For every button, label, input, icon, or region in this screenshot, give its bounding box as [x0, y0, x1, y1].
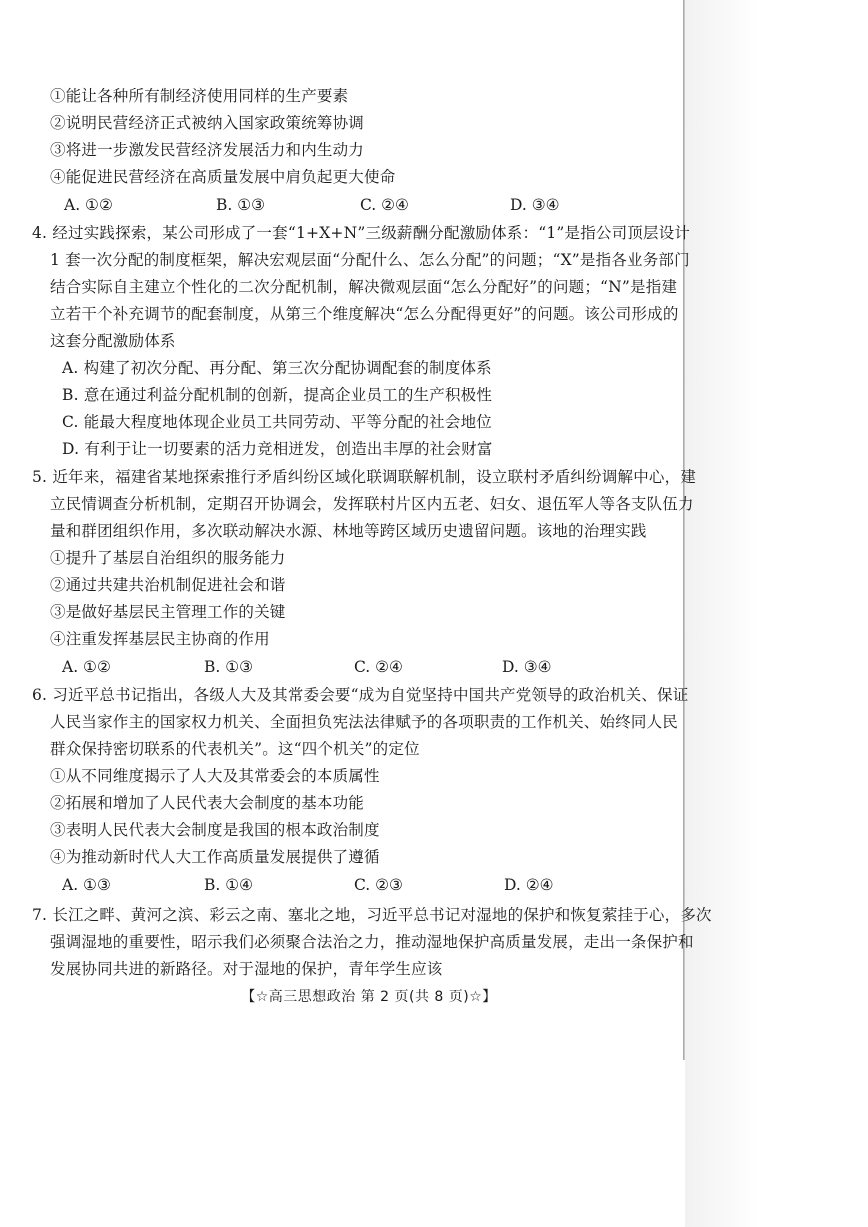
q6-option-3: ③表明人民代表大会制度是我国的根本政治制度	[50, 821, 380, 839]
q6-stem-line-1: 6. 习近平总书记指出，各级人大及其常委会要“成为自觉坚持中国共产党领导的政治机关、保证	[32, 686, 689, 704]
q3-option-3: ③将进一步激发民营经济发展活力和内生动力	[50, 141, 365, 159]
footer-text: 【☆高三思想政治 第 2 页(共 8 页)☆】	[241, 989, 497, 1005]
q4-option-c: C. 能最大程度地体现企业员工共同劳动、平等分配的社会地位	[62, 413, 492, 431]
q4-option-a: A. 构建了初次分配、再分配、第三次分配协调配套的制度体系	[62, 359, 492, 377]
q5-option-2: ②通过共建共治机制促进社会和谐	[50, 576, 286, 594]
q4-stem-line-5: 这套分配激励体系	[50, 332, 176, 350]
q7-stem-line-3: 发展协同共进的新路径。对于湿地的保护，青年学生应该	[50, 960, 443, 978]
q6-choice-d: D. ②④	[504, 876, 554, 894]
q5-choices	[62, 657, 622, 677]
page-footer	[0, 987, 868, 1007]
q6-choice-a: A. ①③	[62, 876, 111, 894]
q7-stem-line-2: 强调湿地的重要性，昭示我们必须聚合法治之力，推动湿地保护高质量发展，走出一条保护和	[50, 933, 694, 951]
q6-choices	[62, 875, 622, 895]
q3-choice-a: A. ①②	[64, 196, 113, 214]
q5-choice-c: C. ②④	[354, 658, 403, 676]
q6-choice-c: C. ②③	[354, 876, 403, 894]
q6-option-1: ①从不同维度揭示了人大及其常委会的本质属性	[50, 767, 380, 785]
q7-stem-line-1: 7. 长江之畔、黄河之滨、彩云之南、塞北之地，习近平总书记对湿地的保护和恢复萦挂于心，多次	[32, 906, 712, 924]
q6-stem-line-2: 人民当家作主的国家权力机关、全面担负宪法法律赋予的各项职责的工作机关、始终同人民	[50, 713, 679, 731]
q4-stem-line-2: 1 套一次分配的制度框架，解决宏观层面“分配什么、怎么分配”的问题；“X”是指各业务部门	[50, 251, 690, 269]
q4-stem-line-4: 立若干个补充调节的配套制度，从第三个维度解决“怎么分配得更好”的问题。该公司形成的	[50, 305, 679, 323]
q3-option-2: ②说明民营经济正式被纳入国家政策统筹协调	[50, 114, 365, 132]
q4-stem-line-1: 4. 经过实践探索，某公司形成了一套“1+X+N”三级薪酬分配激励体系：“1”是指公司顶层设计	[32, 224, 691, 242]
q6-option-2: ②拓展和增加了人民代表大会制度的基本功能	[50, 794, 365, 812]
q5-choice-d: D. ③④	[502, 658, 552, 676]
q4-option-b: B. 意在通过利益分配机制的创新，提高企业员工的生产积极性	[62, 386, 493, 404]
q4-option-d: D. 有利于让一切要素的活力竞相迸发，创造出丰厚的社会财富	[62, 440, 493, 458]
q5-stem-line-1: 5. 近年来，福建省某地探索推行矛盾纠纷区域化联调联解机制，设立联村矛盾纠纷调解中心，建	[32, 468, 697, 486]
q3-choice-b: B. ①③	[216, 196, 266, 214]
q3-choice-c: C. ②④	[360, 196, 409, 214]
q3-choices	[64, 195, 624, 215]
q5-option-4: ④注重发挥基层民主协商的作用	[50, 630, 270, 648]
q5-option-3: ③是做好基层民主管理工作的关键	[50, 603, 286, 621]
q5-stem-line-3: 量和群团组织作用，多次联动解决水源、林地等跨区域历史遗留问题。该地的治理实践	[50, 522, 647, 540]
q3-choice-d: D. ③④	[510, 196, 560, 214]
q5-choice-b: B. ①③	[204, 658, 254, 676]
q6-option-4: ④为推动新时代人大工作高质量发展提供了遵循	[50, 848, 380, 866]
q4-stem-line-3: 结合实际自主建立个性化的二次分配机制，解决微观层面“怎么分配好”的问题；“N”是指建	[50, 278, 678, 296]
q5-option-1: ①提升了基层自治组织的服务能力	[50, 549, 286, 567]
q6-stem-line-3: 群众保持密切联系的代表机关”。这“四个机关”的定位	[50, 740, 420, 758]
q6-choice-b: B. ①④	[204, 876, 254, 894]
q5-choice-a: A. ①②	[62, 658, 111, 676]
q3-option-4: ④能促进民营经济在高质量发展中肩负起更大使命	[50, 168, 396, 186]
q5-stem-line-2: 立民情调查分析机制，定期召开协调会，发挥联村片区内五老、妇女、退伍军人等各支队伍力	[50, 495, 694, 513]
q3-option-1: ①能让各种所有制经济使用同样的生产要素	[50, 87, 349, 105]
